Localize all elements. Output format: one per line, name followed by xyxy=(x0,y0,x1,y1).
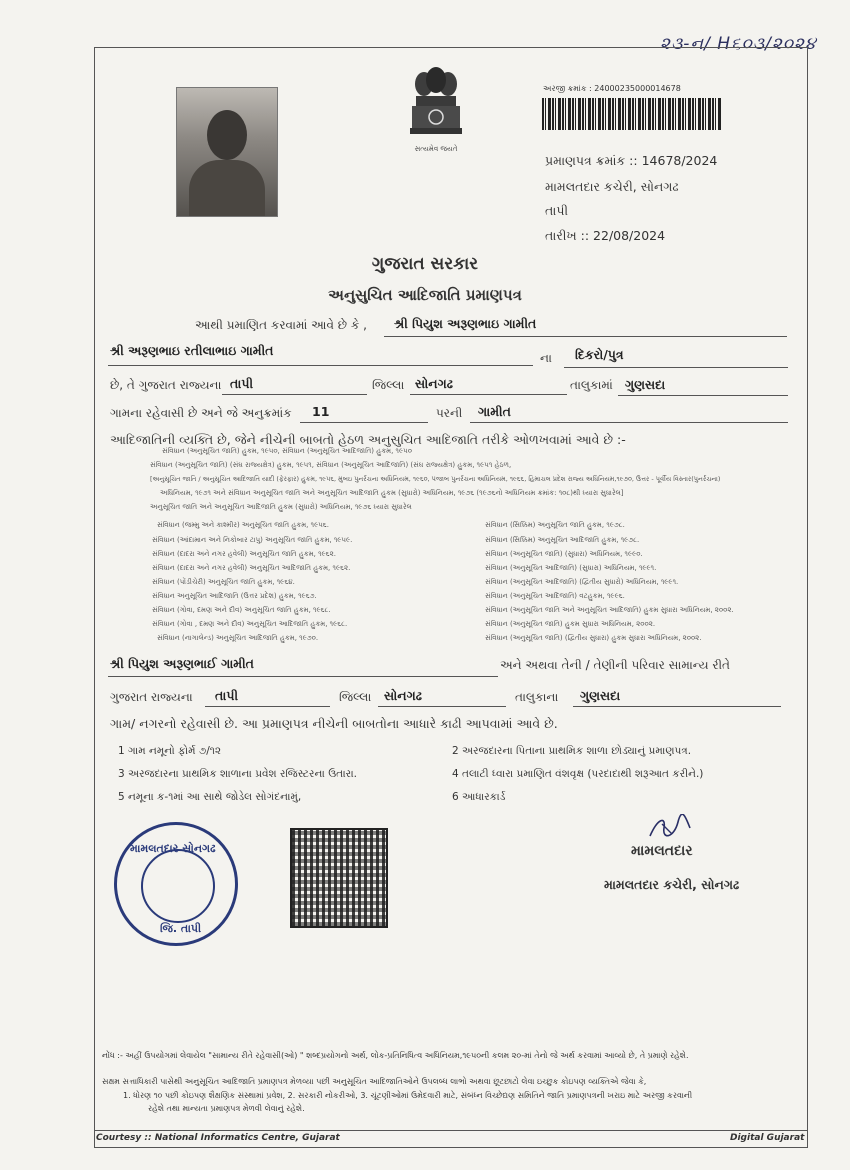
law-left: સંવિધાન (આંદામાન અને નિકોબાર ટાપુ) અનુસૂચિત જાતિ હુકમ, ૧૯૫૯. xyxy=(152,536,353,544)
issuing-district: તાપી xyxy=(545,203,569,218)
law-left: સંવિધાન (પોંડીચેરી) અનુસૂચિત જાતિ હુકમ, ૧૯૬૪. xyxy=(152,578,295,586)
taluka-label-2: તાલુકાના xyxy=(515,690,559,704)
district-value: તાપી xyxy=(230,376,254,391)
tribe-name: ગામીત xyxy=(478,404,511,419)
law-right: સંવિધાન (અનુસૂચિત જાતિ) (સુધારા) અધિનિયમ, ૧૯૯૦. xyxy=(485,550,643,558)
certificate-title: અનુસુચિત આદિજાતિ પ્રમાણપત્ર xyxy=(328,286,522,304)
document-item: 2 અરજદારના પિતાના પ્રાથમિક શાળા છોડ્યાનું પ્રમાણપત્ર. xyxy=(452,745,692,757)
stamp-text: જિ. તાપી xyxy=(160,922,202,935)
serial-number: 11 xyxy=(312,404,330,419)
applicant-photo xyxy=(176,87,278,217)
issuing-office: મામલતદાર કચેરી, સોનગઢ xyxy=(545,179,679,194)
document-item: 3 અરજદારના પ્રાથમિક શાળાના પ્રવેશ રજિસ્ટરના ઉતારા. xyxy=(118,768,358,780)
family-text: અને અથવા તેની / તેણીની પરિવાર સામાન્ય રીતે xyxy=(500,658,731,672)
law-line: અનુસૂચિત જાતિ અને અનુસૂચિત આદિજાતિ હુકમ (સુધારો) અધિનિયમ, ૧૯૭૬ ધ્યારા સુધારેલ xyxy=(150,503,412,511)
district-label-2: જિલ્લા xyxy=(339,690,372,704)
law-right: સંવિધાન (સિક્કિમ) અનુસૂચિત આદિજાતિ હુકમ, ૧૯૭૮. xyxy=(485,536,640,544)
qr-code xyxy=(290,828,388,928)
law-left: સંવિધાન (નાગાલેન્ડ) અનુસૂચિત આદિજાતિ હુકમ, ૧૯૭૦. xyxy=(157,634,319,642)
law-left: સંવિધાન (જમ્મુ અને કાશ્મીર) અનુસૂચિત જાતિ હુકમ, ૧૯૫૬. xyxy=(157,521,329,529)
law-left: સંવિધાન (ગોવા , દમણ અને દીવ) અનુસૂચિત આદિજાતિ હુકમ, ૧૯૬૮. xyxy=(152,620,348,628)
national-emblem-icon xyxy=(404,66,468,144)
law-right: સંવિધાન (અનુસૂચિત જાતિ) હુકમ સુધારા અધિનિયમ, ૨૦૦૨. xyxy=(485,620,656,628)
state-label-2: ગુજરાત રાજ્યના xyxy=(110,690,193,704)
relation: દિકરો/પુત્ર xyxy=(575,347,624,362)
document-item: 4 તલાટી ધ્વારા પ્રમાણિત વંશવૃક્ષ (પરદાદાથી શરૂઆત કરીને.) xyxy=(452,768,704,780)
law-right: સંવિધાન (અનુસૂચિત જાતિ) (દ્વિતીય સુધારા) હુકમ સુધારા અધિનિયમ, ૨૦૦૨. xyxy=(485,634,702,642)
footer-brand: Digital Gujarat xyxy=(730,1133,805,1143)
note-line: સક્ષમ સત્તાધિકારી પાસેથી અનુસૂચિત આદિજાતિ પ્રમાણપત્ર મેળવ્યા પછી અનુસૂચિત આદિજાતિઓને ઉપલબ્ધ લાભો અથવા છૂટછાટો લેવા ઇચ્છુક કોઇપણ વ્યક્તિએ જેવા કે, xyxy=(102,1077,647,1086)
note-line: રહેશે તથા માન્યતા પ્રમાણપત્ર મેળવી લેવાનું રહેશે. xyxy=(148,1104,305,1113)
document-item: 6 આધારકાર્ડ xyxy=(452,791,506,803)
law-line: સંવિધાન (અનુસૂચિત જાતિ) (સંઘ રાજ્યક્ષેત્ર) હુકમ, ૧૯૫૧, સંવિધાન (અનુસૂચિત આદિજાતિ) (સંઘ રાજ્યક્ષેત્ર) હુકમ, ૧૯૫૧ હેઠળ, xyxy=(150,461,512,469)
note-line: નોંધ :- અહીં ઉપયોગમાં લેવાયેલ "સામાન્ય રીતે રહેવાસી(ઓ) " શબ્દપ્રયોગનો અર્થ, લોક-પ્રતિનિધિત્વ અધિનિયમ,૧૯૫૦ની કલમ ૨૦-માં તેનો જે અર્થ કરવામાં આવ્યો છે, તે પ્રમાણે રહેશે. xyxy=(102,1051,689,1060)
document-item: 1 ગામ નમૂનો ફોર્મ ૭/૧૨ xyxy=(118,745,222,757)
law-left: સંવિધાન (ગોવા, દમણ અને દીવ) અનુસૂચિત જાતિ હુકમ, ૧૯૬૮. xyxy=(152,606,331,614)
law-right: સંવિધાન (અનુસૂચિત આદિજાતિ) (સુધારા) અધિનિયમ, ૧૯૯૧. xyxy=(485,564,657,572)
signatory-office: મામલતદાર કચેરી, સોનગઢ xyxy=(604,877,740,892)
law-right: સંવિધાન (સિક્કિમ) અનુસૂચિત જાતિ હુકમ, ૧૯૭૮. xyxy=(485,521,625,529)
footer-divider xyxy=(94,1130,808,1131)
law-left: સંવિધાન (દાદરા અને નગર હવેલી) અનુસૂચિત આદિજાતિ હુકમ, ૧૯૬૨. xyxy=(152,564,351,572)
law-line: સંવિધાન (અનુસૂચિત જાતિ) હુકમ, ૧૯૫૦, સંવિધાન (અનુસૂચિત આદિજાતિ) હુકમ, ૧૯૫૦ xyxy=(162,447,412,455)
taluka-value-2: સોનગઢ xyxy=(384,688,422,703)
document-item: 5 નમૂના ક-૧માં આ સાથે જોડેલ સોગંદનામું, xyxy=(118,791,302,803)
law-line: અધિનિયમ, ૧૯૭૧ અને સંવિધાન અનુસૂચિત જાતિ અને અનુસૂચિત આદિજાતિ હુકમ (સુધારો) અધિનિયમ, ૧૯૭૬ (૧૯૭૬નો અધિનિયમ ક્રમાંક: ૧૦૮)થી ધ્યારા સુધારેલ] xyxy=(160,489,624,497)
village: ગુણસદા xyxy=(625,377,666,392)
law-right: સંવિધાન (અનુસૂચિત આદિજાતિ) (દ્વિતીય સુધારો) અધિનિયમ, ૧૯૯૧. xyxy=(485,578,679,586)
emblem-motto: સત્યમેવ જયતે xyxy=(414,145,458,153)
law-right: સંવિધાન (અનુસૂચિત જાતિ અને અનુસૂચિત આદિજાતિ) હુકમ સુધારા અધિનિયમ, ૨૦૦૨. xyxy=(485,606,734,614)
government-title: ગુજરાત સરકાર xyxy=(371,254,479,274)
issue-date: તારીખ :: 22/08/2024 xyxy=(545,228,666,243)
barcode xyxy=(542,98,722,130)
na-label: ના xyxy=(540,351,552,365)
footer-courtesy: Courtesy :: National Informatics Centre, Gujarat xyxy=(96,1133,340,1143)
applicant-name-2: શ્રી પિયુશ અરૂણભાઈ ગામીત xyxy=(110,656,254,671)
handwritten-reference: ૨૩-ન/ H૬૦૩/૨૦૨૪ xyxy=(660,34,817,54)
taluka-label: તાલુકામાં xyxy=(570,378,613,392)
note-line: 1. ધોરણ ૧૦ પછી કોઇપણ શૈક્ષણિક સંસ્થામાં પ્રવેશ, 2. સરકારી નોકરીઓ, 3. ચૂંટણીઓમાં ઉમેદવારી માટે, સંબંધ્ન વિચ્છેદ્યણ સમિતિને જાતિ પ્રમાણપત્રની ખરાઇ માટે અરજી કરવાની xyxy=(123,1091,693,1100)
signature-icon xyxy=(648,814,692,840)
state-label: છે, તે ગુજરાત રાજ્યના xyxy=(110,378,222,392)
parent-name: શ્રી અરૂણભાઇ રતીલાભાઇ ગામીત xyxy=(110,343,274,358)
certificate-number: પ્રમાણપત્ર ક્રમાંક :: 14678/2024 xyxy=(545,153,718,168)
law-line: [અનુસૂચિત જાતિ / અનુસૂચિત આદિજાતિ યાદી (ફેરફાર) હુકમ, ૧૯૫૬, મુંબઇ પુનર્રચના અધિનિયમ, ૧૯૬૦, પંજાબ પુનર્રચના અધિનિયમ, ૧૯૬૬, હિમાચલ પ્રદેશ રાજ્ય અધિનિયમ,૧૯૭૦, ઉત્તર - પૂર્વીય વિસ્તાર(પુનર્રચના) xyxy=(150,475,721,483)
application-number: અરજી ક્રમાંક : 24000235000014678 xyxy=(543,84,681,93)
signatory-title: મામલતદાર xyxy=(631,843,693,859)
applicant-name: શ્રી પિયુશ અરૂણભાઇ ગામીત xyxy=(394,316,537,331)
district-value-2: તાપી xyxy=(215,688,239,703)
taluka-value: સોનગઢ xyxy=(415,376,453,391)
law-left: સંવિધાન (દાદરા અને નગર હવેલી) અનુસૂચિત જાતિ હુકમ, ૧૯૬૨. xyxy=(152,550,336,558)
par-label: પરની xyxy=(436,406,463,420)
district-label: જિલ્લા xyxy=(372,378,405,392)
law-left: સંવિધાન અનુસૂચિત આદિજાતિ (ઉત્તર પ્રદેશ) હુકમ, ૧૯૬૭. xyxy=(152,592,317,600)
stamp-text: મામલતદાર સોનગઢ xyxy=(130,842,216,855)
law-right: સંવિધાન (અનુસૂચિત આદિજાતિ) વટહુકમ, ૧૯૯૬. xyxy=(485,592,625,600)
certify-text: આથી પ્રમાણિત કરવામાં આવે છે કે , xyxy=(195,318,367,332)
basis-text: ગામ/ નગરનો રહેવાસી છે. આ પ્રમાણપત્ર નીચેની બાબતોના આધારે કાઢી આપવામાં આવે છે. xyxy=(110,716,558,731)
village-2: ગુણસદા xyxy=(580,688,621,703)
tribe-text: આદિજાતિની વ્યક્તિ છે, જેને નીચેની બાબતો હેઠળ અનુસુચિત આદિજાતિ તરીકે ઓળખવામાં આવે છે :- xyxy=(110,432,626,447)
resident-label: ગામના રહેવાસી છે અને જે અનુક્રમાંક xyxy=(110,406,292,420)
